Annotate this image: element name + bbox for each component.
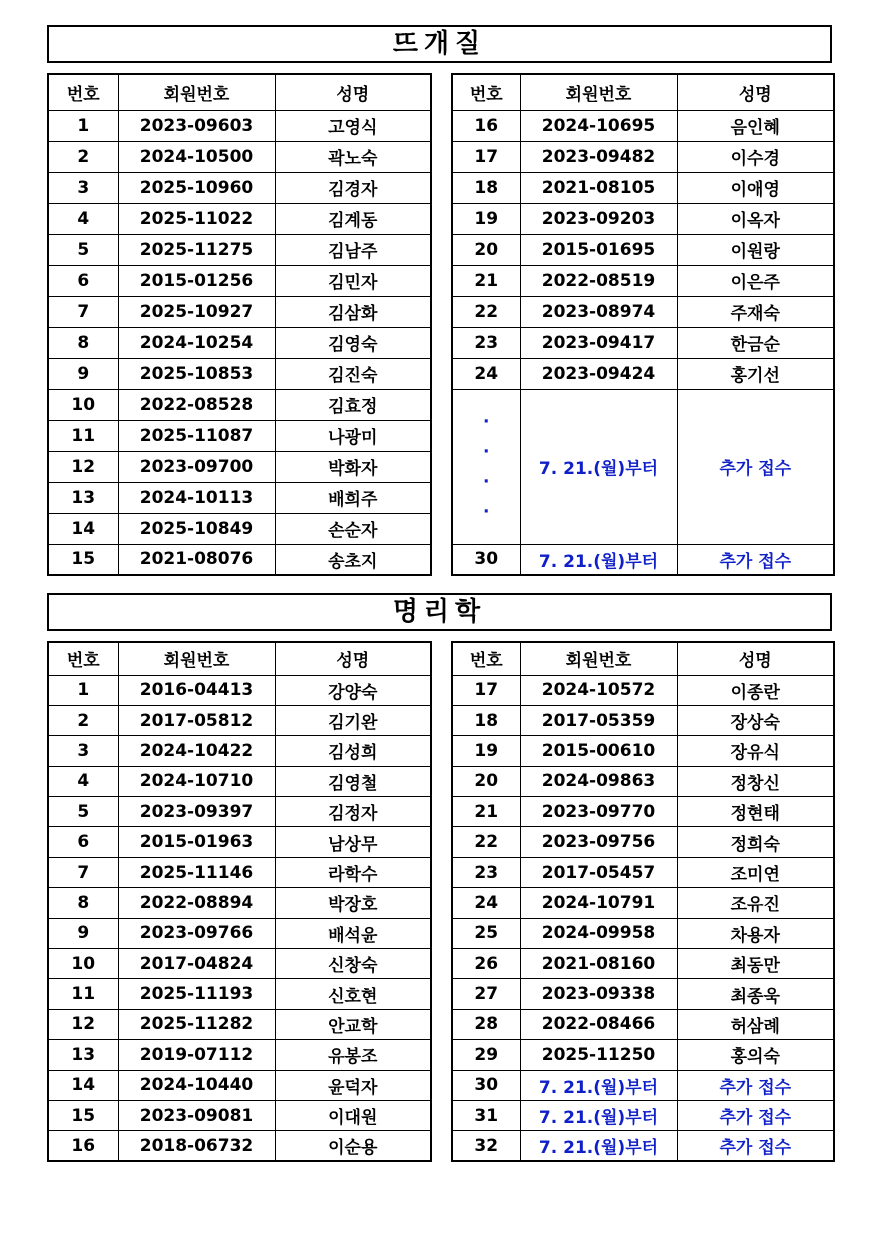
table-row: [48, 1009, 431, 1039]
member-name: 김진숙: [275, 358, 431, 389]
row-number: 14: [48, 513, 118, 544]
member-name: 유봉조: [275, 1040, 431, 1070]
member-name: 조미연: [677, 857, 834, 887]
row-number: 6: [48, 265, 118, 296]
table-row: [48, 451, 431, 482]
member-id: 2023-09397: [118, 797, 275, 827]
member-id: 2025-10927: [118, 296, 275, 327]
row-number: 22: [452, 296, 520, 327]
table-row: [452, 888, 834, 918]
member-name: 고영식: [275, 110, 431, 141]
member-id: 2024-10791: [520, 888, 677, 918]
member-name: 추가 접수: [677, 1070, 834, 1100]
table-row: [452, 857, 834, 887]
member-name: 김효정: [275, 389, 431, 420]
member-id: 2018-06732: [118, 1131, 275, 1161]
row-number: 31: [452, 1100, 520, 1130]
row-number: 20: [452, 766, 520, 796]
table-row: [48, 797, 431, 827]
row-number: 5: [48, 797, 118, 827]
table-row: [48, 888, 431, 918]
table-row: [48, 327, 431, 358]
table-row-merged: [452, 389, 834, 544]
section-title-knitting: 뜨개질: [47, 25, 832, 63]
member-name: 손순자: [275, 513, 431, 544]
row-number: 3: [48, 172, 118, 203]
member-id: 2017-05359: [520, 705, 677, 735]
member-id: 2024-09958: [520, 918, 677, 948]
member-id: 2025-11022: [118, 203, 275, 234]
member-id: 2024-10440: [118, 1070, 275, 1100]
member-name: 이옥자: [677, 203, 834, 234]
table-row: [48, 705, 431, 735]
table-row: [452, 1131, 834, 1161]
table-row: [48, 389, 431, 420]
table-row: [452, 327, 834, 358]
member-id: 2017-05457: [520, 857, 677, 887]
member-id: 2021-08076: [118, 544, 275, 575]
row-number: 1: [48, 675, 118, 705]
member-name: 라학수: [275, 857, 431, 887]
header-name: 성명: [677, 74, 834, 110]
member-name: 추가 접수: [677, 1100, 834, 1130]
header-member-id: 회원번호: [520, 642, 677, 675]
member-id: 7. 21.(월)부터: [520, 1131, 677, 1161]
row-number: 19: [452, 203, 520, 234]
member-name: 장유식: [677, 736, 834, 766]
row-number: 13: [48, 1040, 118, 1070]
header-name: 성명: [275, 74, 431, 110]
table-row: [452, 203, 834, 234]
row-number: 10: [48, 389, 118, 420]
table-row: [48, 736, 431, 766]
row-number: 18: [452, 705, 520, 735]
member-name: 정희숙: [677, 827, 834, 857]
member-name: 이수경: [677, 141, 834, 172]
table-row: [48, 949, 431, 979]
table-row: [48, 172, 431, 203]
member-id: 2025-10960: [118, 172, 275, 203]
row-number: 17: [452, 675, 520, 705]
header-name: 성명: [677, 642, 834, 675]
row-number: 1: [48, 110, 118, 141]
member-name: 김영숙: [275, 327, 431, 358]
member-name: 박장호: [275, 888, 431, 918]
member-id: 2025-10849: [118, 513, 275, 544]
table-row: [48, 203, 431, 234]
member-name: 장상숙: [677, 705, 834, 735]
member-name: 조유진: [677, 888, 834, 918]
table-row: [452, 736, 834, 766]
header-member-id: 회원번호: [520, 74, 677, 110]
table-row: [452, 1009, 834, 1039]
member-name: 송초지: [275, 544, 431, 575]
table-row: [452, 979, 834, 1009]
member-name: 추가 접수: [677, 389, 834, 544]
member-id: 2025-11193: [118, 979, 275, 1009]
row-number: 32: [452, 1131, 520, 1161]
member-name: 이대원: [275, 1100, 431, 1130]
member-name: 이종란: [677, 675, 834, 705]
member-name: 최종욱: [677, 979, 834, 1009]
table-row: [48, 1040, 431, 1070]
table-row: [48, 296, 431, 327]
row-number: 26: [452, 949, 520, 979]
row-number: 24: [452, 888, 520, 918]
member-id: 2025-10853: [118, 358, 275, 389]
table-row: [452, 265, 834, 296]
member-name: 배희주: [275, 482, 431, 513]
member-name: 주재숙: [677, 296, 834, 327]
row-number: 12: [48, 1009, 118, 1039]
row-number: 13: [48, 482, 118, 513]
member-id: 2023-08974: [520, 296, 677, 327]
member-name: 안교학: [275, 1009, 431, 1039]
member-name: 강양숙: [275, 675, 431, 705]
member-name: 이애영: [677, 172, 834, 203]
row-number: 30: [452, 1070, 520, 1100]
table-row: [452, 110, 834, 141]
table-row: [48, 420, 431, 451]
header-no: 번호: [452, 74, 520, 110]
member-id: 7. 21.(월)부터: [520, 389, 677, 544]
table-row: [452, 797, 834, 827]
row-number: 15: [48, 1100, 118, 1130]
member-id: 2024-10113: [118, 482, 275, 513]
row-number: 2: [48, 141, 118, 172]
member-id: 2022-08466: [520, 1009, 677, 1039]
member-id: 2016-04413: [118, 675, 275, 705]
member-name: 김영철: [275, 766, 431, 796]
table-row: [48, 358, 431, 389]
member-name: 김경자: [275, 172, 431, 203]
row-number: 8: [48, 888, 118, 918]
row-number: 23: [452, 857, 520, 887]
member-name: 음인혜: [677, 110, 834, 141]
table-row: [452, 949, 834, 979]
row-number: 9: [48, 358, 118, 389]
row-number: 22: [452, 827, 520, 857]
member-name: 한금순: [677, 327, 834, 358]
member-id: 2025-11282: [118, 1009, 275, 1039]
member-name: 이은주: [677, 265, 834, 296]
table-row: [48, 766, 431, 796]
row-number: 25: [452, 918, 520, 948]
header-member-id: 회원번호: [118, 642, 275, 675]
member-id: 2015-01256: [118, 265, 275, 296]
row-number: 14: [48, 1070, 118, 1100]
member-name: 이순용: [275, 1131, 431, 1161]
row-number: 27: [452, 979, 520, 1009]
member-name: 정창신: [677, 766, 834, 796]
table-row: [452, 544, 834, 575]
member-id: 2023-09338: [520, 979, 677, 1009]
member-name: 남상무: [275, 827, 431, 857]
myeongri-table-left: [47, 641, 432, 1162]
table-row: [452, 918, 834, 948]
row-number: 28: [452, 1009, 520, 1039]
section-title-myeongri: 명리학: [47, 593, 832, 631]
table-row: [48, 482, 431, 513]
table-row: [48, 857, 431, 887]
row-number: 4: [48, 203, 118, 234]
header-member-id: 회원번호: [118, 74, 275, 110]
table-row: [48, 1100, 431, 1130]
header-name: 성명: [275, 642, 431, 675]
row-number: 7: [48, 296, 118, 327]
row-number: 12: [48, 451, 118, 482]
member-id: 2023-09203: [520, 203, 677, 234]
row-number: 5: [48, 234, 118, 265]
table-row: [48, 141, 431, 172]
member-id: 2024-10500: [118, 141, 275, 172]
row-number: 3: [48, 736, 118, 766]
member-name: 김남주: [275, 234, 431, 265]
row-number: 11: [48, 420, 118, 451]
member-id: 2017-05812: [118, 705, 275, 735]
member-id: 2023-09081: [118, 1100, 275, 1130]
member-id: 2015-00610: [520, 736, 677, 766]
member-id: 2023-09417: [520, 327, 677, 358]
member-id: 7. 21.(월)부터: [520, 544, 677, 575]
table-row: [48, 1070, 431, 1100]
row-number: 8: [48, 327, 118, 358]
row-number: 19: [452, 736, 520, 766]
member-name: 나광미: [275, 420, 431, 451]
member-id: 2015-01963: [118, 827, 275, 857]
row-number: 21: [452, 797, 520, 827]
member-id: 2024-10254: [118, 327, 275, 358]
member-name: 신창숙: [275, 949, 431, 979]
table-row: [48, 234, 431, 265]
member-id: 2023-09770: [520, 797, 677, 827]
row-number: 7: [48, 857, 118, 887]
table-row: [452, 234, 834, 265]
table-row: [452, 358, 834, 389]
member-name: 김민자: [275, 265, 431, 296]
table-row: [452, 1100, 834, 1130]
member-name: 최동만: [677, 949, 834, 979]
row-number: 16: [452, 110, 520, 141]
row-number: 11: [48, 979, 118, 1009]
member-id: 7. 21.(월)부터: [520, 1070, 677, 1100]
table-row: [48, 544, 431, 575]
member-name: 김성희: [275, 736, 431, 766]
table-row: [452, 705, 834, 735]
member-name: 홍기선: [677, 358, 834, 389]
table-row: [48, 110, 431, 141]
row-number: 6: [48, 827, 118, 857]
member-id: 2022-08519: [520, 265, 677, 296]
table-row: [452, 141, 834, 172]
table-row: [48, 265, 431, 296]
table-row: [452, 675, 834, 705]
row-number: 29: [452, 1040, 520, 1070]
table-row: [452, 827, 834, 857]
member-id: 2015-01695: [520, 234, 677, 265]
member-name: 김계동: [275, 203, 431, 234]
member-id: 2023-09482: [520, 141, 677, 172]
member-name: 차용자: [677, 918, 834, 948]
member-name: 추가 접수: [677, 1131, 834, 1161]
header-no: 번호: [48, 74, 118, 110]
member-id: 2025-11275: [118, 234, 275, 265]
table-row: [48, 979, 431, 1009]
table-row: [48, 827, 431, 857]
member-name: 신호현: [275, 979, 431, 1009]
table-row: [452, 1040, 834, 1070]
table-row: [48, 513, 431, 544]
member-name: 윤덕자: [275, 1070, 431, 1100]
row-number: 16: [48, 1131, 118, 1161]
member-id: 2025-11250: [520, 1040, 677, 1070]
member-id: 2023-09766: [118, 918, 275, 948]
row-number: 17: [452, 141, 520, 172]
member-id: 2025-11087: [118, 420, 275, 451]
header-no: 번호: [452, 642, 520, 675]
knitting-table-left: [47, 73, 432, 576]
member-id: 2024-10572: [520, 675, 677, 705]
header-no: 번호: [48, 642, 118, 675]
row-number: 20: [452, 234, 520, 265]
member-name: 정현태: [677, 797, 834, 827]
table-row: [48, 675, 431, 705]
row-number: 10: [48, 949, 118, 979]
member-name: 박화자: [275, 451, 431, 482]
row-number: 18: [452, 172, 520, 203]
member-id: 2024-10710: [118, 766, 275, 796]
member-id: 2023-09700: [118, 451, 275, 482]
member-name: 허삼례: [677, 1009, 834, 1039]
member-name: 홍의숙: [677, 1040, 834, 1070]
member-name: 곽노숙: [275, 141, 431, 172]
member-id: 2024-10422: [118, 736, 275, 766]
table-row: [452, 296, 834, 327]
row-number: 30: [452, 544, 520, 575]
row-number: 23: [452, 327, 520, 358]
member-id: 2023-09424: [520, 358, 677, 389]
member-id: 2022-08894: [118, 888, 275, 918]
member-id: 2019-07112: [118, 1040, 275, 1070]
member-id: 2024-09863: [520, 766, 677, 796]
knitting-table-right: [451, 73, 835, 576]
member-id: 2021-08105: [520, 172, 677, 203]
myeongri-table-right: [451, 641, 835, 1162]
member-name: 김기완: [275, 705, 431, 735]
table-row: [452, 172, 834, 203]
member-name: 이원랑: [677, 234, 834, 265]
member-name: 김정자: [275, 797, 431, 827]
member-id: 2023-09756: [520, 827, 677, 857]
row-number: 9: [48, 918, 118, 948]
row-number: 2: [48, 705, 118, 735]
table-row: [452, 1070, 834, 1100]
row-number: 15: [48, 544, 118, 575]
member-id: 2024-10695: [520, 110, 677, 141]
continuation-dots: · · · ·: [452, 389, 520, 544]
member-id: 2017-04824: [118, 949, 275, 979]
row-number: 24: [452, 358, 520, 389]
member-name: 추가 접수: [677, 544, 834, 575]
member-id: 2021-08160: [520, 949, 677, 979]
member-id: 7. 21.(월)부터: [520, 1100, 677, 1130]
table-row: [452, 766, 834, 796]
table-row: [48, 1131, 431, 1161]
member-id: 2022-08528: [118, 389, 275, 420]
member-id: 2023-09603: [118, 110, 275, 141]
member-name: 김삼화: [275, 296, 431, 327]
row-number: 21: [452, 265, 520, 296]
member-id: 2025-11146: [118, 857, 275, 887]
row-number: 4: [48, 766, 118, 796]
member-name: 배석윤: [275, 918, 431, 948]
table-row: [48, 918, 431, 948]
